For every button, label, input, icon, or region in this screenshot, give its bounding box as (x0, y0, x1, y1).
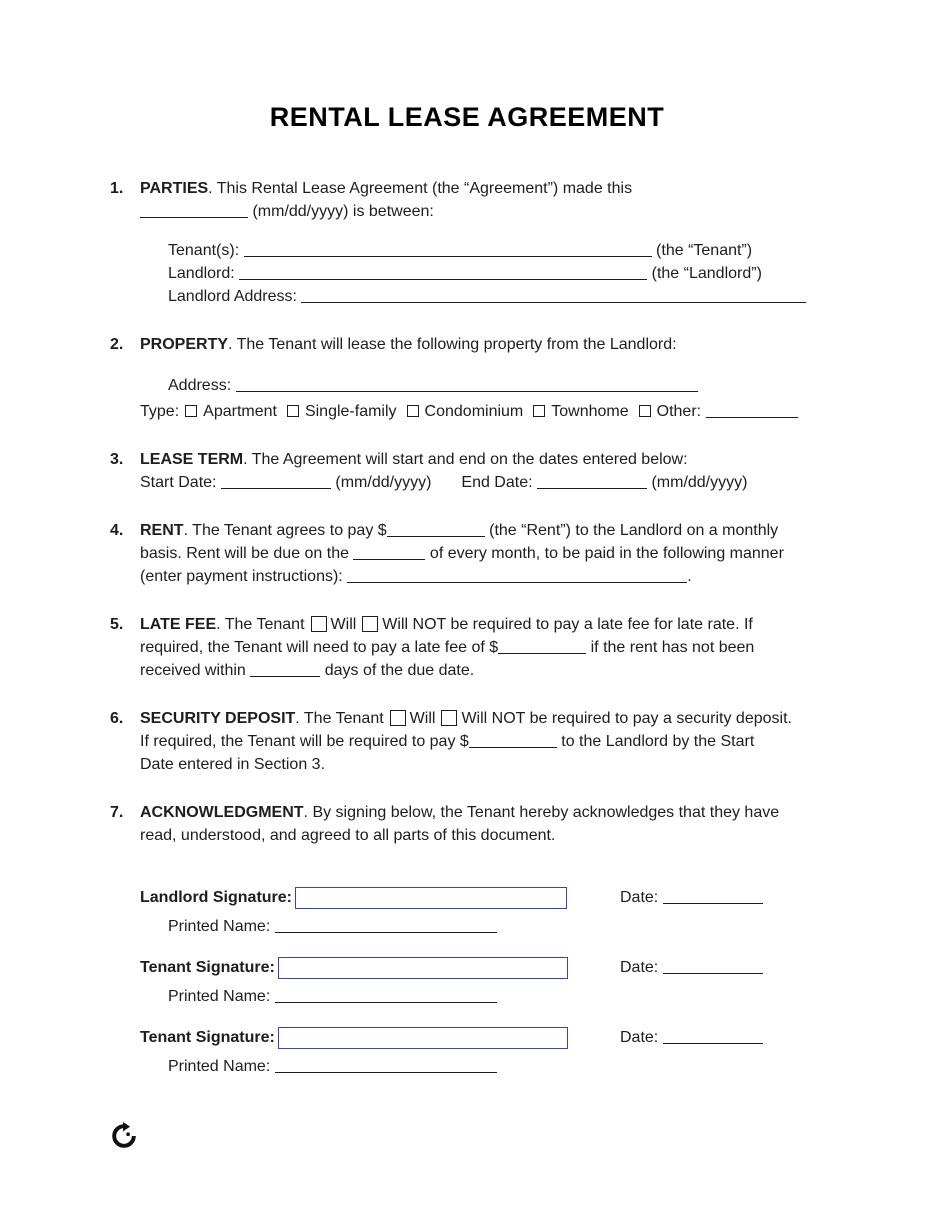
section-rent (110, 519, 824, 588)
printed-name-label: Printed Name: (168, 988, 271, 1005)
document-title: RENTAL LEASE AGREEMENT (269, 102, 665, 132)
section-text: . The Agreement will start and end on the dates entered below: (243, 451, 688, 468)
printed-name-label: Printed Name: (168, 1058, 271, 1075)
start-date-format: (mm/dd/yyyy) (335, 474, 432, 491)
section-text: of every month, to be paid in the following manner (429, 545, 784, 562)
landlord-signature-block (140, 887, 824, 936)
property-address-label: Address: (168, 377, 232, 394)
checkbox-deposit-will-not (441, 710, 457, 726)
end-date-format: (mm/dd/yyyy) (651, 474, 748, 491)
section-acknowledgment (110, 801, 824, 847)
type-label: Type: (140, 403, 180, 420)
date-label: Date: (620, 1029, 659, 1046)
section-text: (enter payment instructions): (140, 568, 343, 585)
section-late-fee (110, 613, 824, 682)
section-text: days of the due date. (324, 662, 475, 679)
signature-area (140, 887, 824, 1076)
landlord-signature-label: Landlord Signature: (140, 889, 292, 906)
landlord-label: Landlord: (168, 265, 235, 282)
section-text: Will NOT be required to pay a late fee for late rate. If (382, 616, 753, 633)
section-text: received within (140, 662, 246, 679)
section-text: . This Rental Lease Agreement (the “Agreement”) made this (208, 180, 633, 197)
section-lease-term (110, 448, 824, 494)
section-security-deposit (110, 707, 824, 776)
section-text: . By signing below, the Tenant hereby acknowledges that they have (303, 804, 780, 821)
landlord-address-label: Landlord Address: (168, 288, 297, 305)
blank-late-fee-amount (498, 640, 586, 654)
date-label: Date: (620, 889, 659, 906)
section-text: if the rent has not been (590, 639, 755, 656)
blank-landlord-name (239, 266, 647, 280)
checkbox-condominium (407, 405, 419, 417)
circular-arrow-logo-icon (110, 1122, 138, 1150)
blank-printed-name-1 (275, 919, 497, 933)
option-townhome: Townhome (551, 403, 629, 420)
section-text: Will NOT be required to pay a security deposit. (461, 710, 792, 727)
section-parties (110, 177, 824, 308)
section-heading: LATE FEE (140, 616, 217, 633)
end-date-label: End Date: (461, 474, 533, 491)
blank-printed-name-2 (275, 989, 497, 1003)
section-number: 2. (110, 336, 124, 353)
checkbox-single-family (287, 405, 299, 417)
section-property (110, 333, 824, 423)
option-other: Other: (656, 403, 702, 420)
tenant-signature-block-2 (140, 1027, 824, 1076)
section-number: 7. (110, 804, 124, 821)
will-label: Will (409, 710, 436, 727)
section-text: . The Tenant (295, 710, 384, 727)
checkbox-deposit-will (390, 710, 406, 726)
tenant-signature-label: Tenant Signature: (140, 959, 275, 976)
blank-agreement-date (140, 204, 248, 218)
section-heading: ACKNOWLEDGMENT (140, 804, 304, 821)
section-text: If required, the Tenant will be required to pay $ (140, 733, 469, 750)
section-text: . The Tenant agrees to pay $ (183, 522, 387, 539)
blank-late-fee-days (250, 663, 320, 677)
section-number: 1. (110, 180, 124, 197)
checkbox-townhome (533, 405, 545, 417)
blank-due-day (353, 546, 425, 560)
tenant-signature-block-1 (140, 957, 824, 1006)
section-text: (mm/dd/yyyy) is between: (252, 203, 434, 220)
section-text: read, understood, and agreed to all parts of this document. (140, 827, 556, 844)
tenant-signature-label: Tenant Signature: (140, 1029, 275, 1046)
checkbox-other (639, 405, 651, 417)
date-label: Date: (620, 959, 659, 976)
section-text: . (687, 568, 692, 585)
section-text: (the “Rent”) to the Landlord on a monthly (489, 522, 779, 539)
option-condominium: Condominium (424, 403, 524, 420)
option-apartment: Apartment (203, 403, 277, 420)
tenant-suffix: (the “Tenant”) (656, 242, 753, 259)
will-label: Will (330, 616, 357, 633)
blank-payment-instructions (347, 569, 687, 583)
section-heading: PROPERTY (140, 336, 229, 353)
section-text: basis. Rent will be due on the (140, 545, 350, 562)
blank-other-type (706, 404, 798, 418)
landlord-suffix: (the “Landlord”) (651, 265, 762, 282)
tenant-signature-input-2[interactable] (278, 1027, 568, 1049)
section-text: . The Tenant (216, 616, 305, 633)
start-date-label: Start Date: (140, 474, 217, 491)
section-number: 3. (110, 451, 124, 468)
blank-tenant-name (244, 243, 652, 257)
blank-security-deposit-amount (469, 734, 557, 748)
section-heading: SECURITY DEPOSIT (140, 710, 296, 727)
landlord-signature-input[interactable] (295, 887, 567, 909)
option-single-family: Single-family (304, 403, 397, 420)
printed-name-label: Printed Name: (168, 918, 271, 935)
blank-date-1 (663, 890, 763, 904)
blank-printed-name-3 (275, 1059, 497, 1073)
checkbox-latefee-will-not (362, 616, 378, 632)
tenant-signature-input-1[interactable] (278, 957, 568, 979)
checkbox-apartment (185, 405, 197, 417)
blank-end-date (537, 475, 647, 489)
section-heading: LEASE TERM (140, 451, 244, 468)
blank-date-3 (663, 1030, 763, 1044)
section-heading: PARTIES (140, 180, 209, 197)
section-heading: RENT (140, 522, 184, 539)
blank-property-address (236, 378, 698, 392)
tenant-label: Tenant(s): (168, 242, 240, 259)
checkbox-latefee-will (311, 616, 327, 632)
blank-date-2 (663, 960, 763, 974)
blank-landlord-address (301, 289, 806, 303)
section-text: . The Tenant will lease the following property from the Landlord: (228, 336, 677, 353)
section-text: Date entered in Section 3. (140, 756, 326, 773)
section-number: 4. (110, 522, 124, 539)
section-text: required, the Tenant will need to pay a late fee of $ (140, 639, 499, 656)
blank-start-date (221, 475, 331, 489)
blank-rent-amount (387, 523, 485, 537)
section-number: 5. (110, 616, 124, 633)
section-number: 6. (110, 710, 124, 727)
section-text: to the Landlord by the Start (561, 733, 755, 750)
